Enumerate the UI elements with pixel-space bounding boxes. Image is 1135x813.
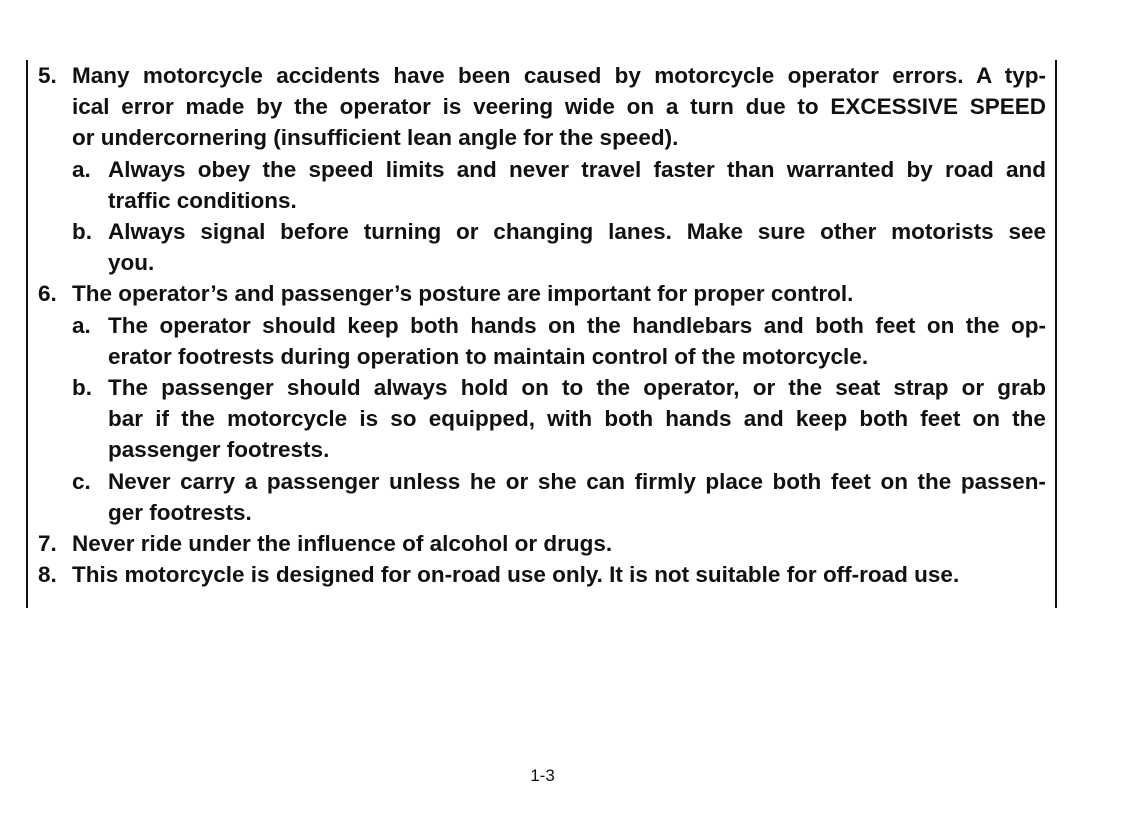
subitem-text-line: Always obey the speed limits and never travel faster than warranted by road and [108, 156, 1047, 182]
item-text-line: ical error made by the operator is veering wide on a turn due to EXCESSIVE SPEED [72, 94, 1046, 120]
subitem-text-line: ger footrests. [108, 499, 252, 525]
subitem-marker: c. [72, 468, 91, 494]
subitem-text-line: Always signal before turning or changing lanes. Make sure other motorists see [108, 219, 1047, 244]
item-marker: 7. [38, 531, 57, 556]
subitem-text-line: you. [108, 250, 155, 276]
subitem-text-line: The passenger should always hold on to the operator, or the seat strap or grab [108, 375, 1047, 400]
item-text-line: Never ride under the influence of alcohol or drugs. [72, 531, 613, 556]
subitem-text-line: traffic conditions. [108, 187, 297, 213]
subitem-text-line: passenger footrests. [108, 437, 330, 463]
item-marker: 6. [38, 281, 57, 307]
page-number: 1-3 [530, 766, 555, 785]
right-margin-rule [1055, 60, 1057, 608]
subitem-marker: a. [72, 156, 91, 182]
item-text-line: The operator’s and passenger’s posture are important for proper control. [72, 281, 854, 307]
item-marker: 8. [38, 562, 57, 588]
item-text-line: Many motorcycle accidents have been caused by motorcycle operator errors. A typ- [72, 63, 1047, 88]
item-marker: 5. [38, 63, 57, 88]
subitem-text-line: bar if the motorcycle is so equipped, with both hands and keep both feet on the [108, 406, 1046, 432]
subitem-text-line: The operator should keep both hands on the handlebars and both feet on the op- [108, 312, 1046, 338]
subitem-text-line: Never carry a passenger unless he or she can firmly place both feet on the passen- [108, 468, 1046, 494]
item-text-line: This motorcycle is designed for on-road use only. It is not suitable for off-road use. [72, 562, 960, 588]
item-text-line: or undercornering (insufficient lean angle for the speed). [72, 125, 679, 151]
subitem-marker: b. [72, 219, 92, 244]
left-margin-rule [26, 60, 28, 608]
subitem-marker: a. [72, 312, 91, 338]
subitem-marker: b. [72, 375, 92, 400]
subitem-text-line: erator footrests during operation to maintain control of the motorcycle. [108, 343, 869, 369]
